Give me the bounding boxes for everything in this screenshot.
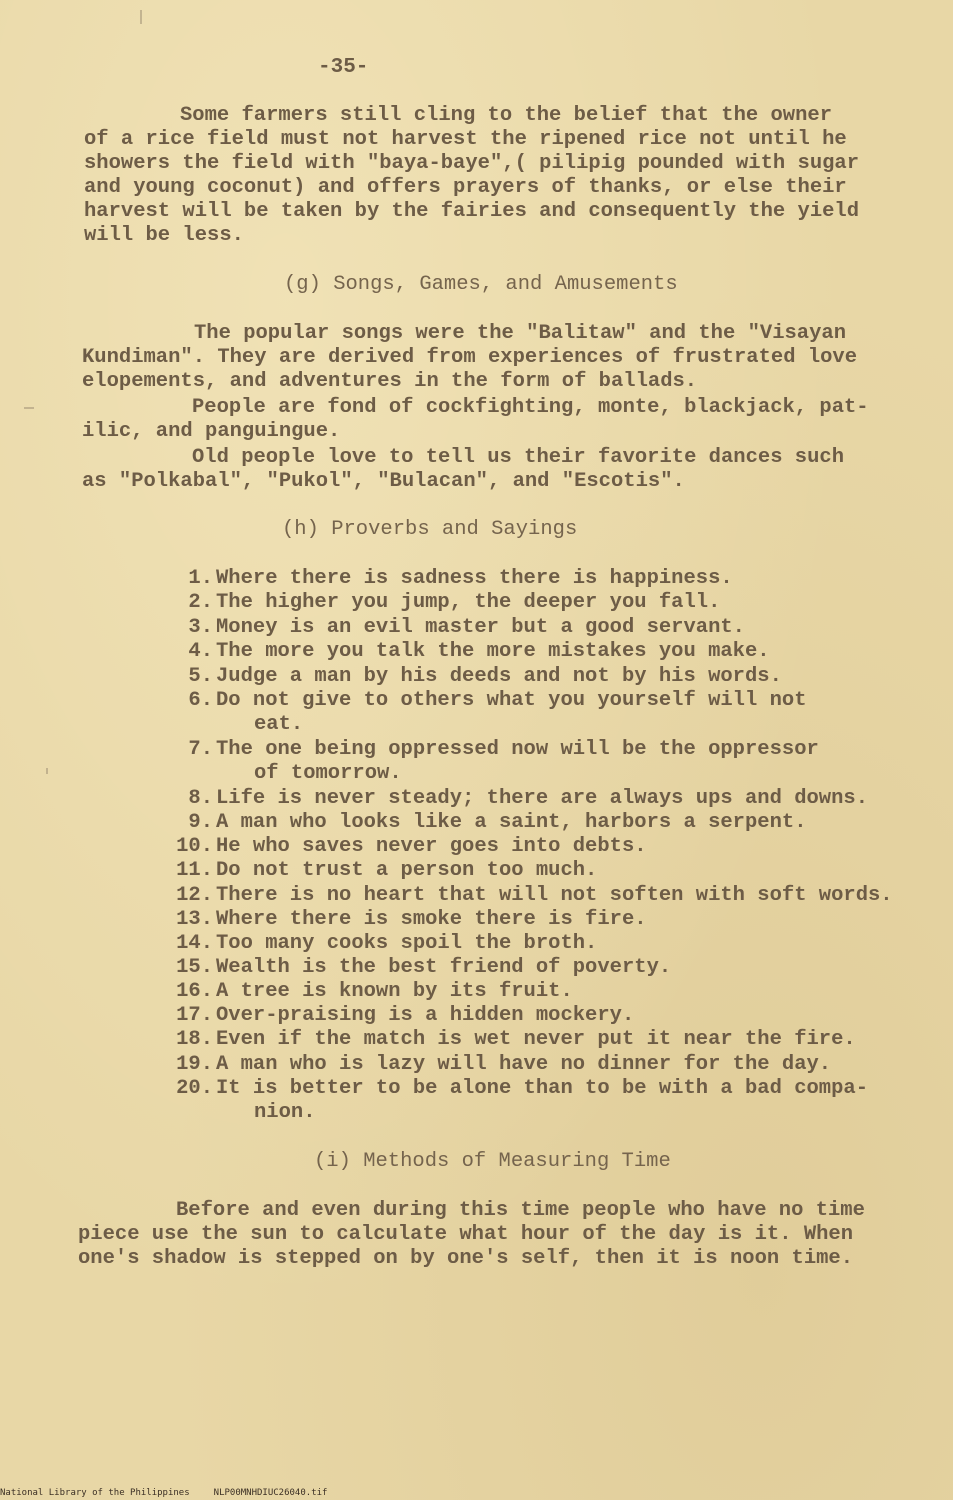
paragraph-line: Old people love to tell us their favorite dances such <box>192 446 845 469</box>
proverb-text: Over-praising is a hidden mockery. <box>216 1004 635 1027</box>
proverb-text: Wealth is the best friend of poverty. <box>216 956 672 979</box>
paragraph-line: of a rice field must not harvest the ripened rice not until he <box>84 128 847 151</box>
proverb-text: The one being oppressed now will be the oppressor <box>216 738 819 761</box>
proverb-number: 12. <box>176 884 213 907</box>
proverb-number: 4. <box>188 640 213 663</box>
proverb-number: 9. <box>188 811 213 834</box>
footer-file: NLP00MNHDIUC26040.tif <box>213 1488 328 1498</box>
proverb-number: 13. <box>176 908 213 931</box>
paragraph-line: harvest will be taken by the fairies and consequently the yield <box>84 200 860 223</box>
section-heading-measuring-time: (i) Methods of Measuring Time <box>314 1150 671 1173</box>
proverb-text: The more you talk the more mistakes you make. <box>216 640 770 663</box>
proverb-number: 3. <box>188 616 213 639</box>
proverb-number: 19. <box>176 1053 213 1076</box>
proverb-text: There is no heart that will not soften with soft words. <box>216 884 893 907</box>
proverb-continuation: nion. <box>254 1101 316 1124</box>
proverb-number: 5. <box>188 665 213 688</box>
paper-speck <box>140 10 142 24</box>
paragraph-line: elopements, and adventures in the form of ballads. <box>82 370 698 393</box>
proverb-number: 20. <box>176 1077 213 1100</box>
paragraph-line: The popular songs were the "Balitaw" and the "Visayan <box>194 322 847 345</box>
proverb-number: 16. <box>176 980 213 1003</box>
paragraph-line: People are fond of cockfighting, monte, blackjack, pat- <box>192 396 869 419</box>
proverb-text: Where there is smoke there is fire. <box>216 908 647 931</box>
proverb-text: Too many cooks spoil the broth. <box>216 932 598 955</box>
paragraph-line: piece use the sun to calculate what hour of the day is it. When <box>78 1223 854 1246</box>
proverb-text: A man who looks like a saint, harbors a serpent. <box>216 811 807 834</box>
paragraph-line: Some farmers still cling to the belief that the owner <box>180 104 833 127</box>
paragraph-line: one's shadow is stepped on by one's self, then it is noon time. <box>78 1247 854 1270</box>
proverb-continuation: of tomorrow. <box>254 762 402 785</box>
proverb-text: He who saves never goes into debts. <box>216 835 647 858</box>
proverb-number: 15. <box>176 956 213 979</box>
paper-speck <box>46 768 48 774</box>
paragraph-line: and young coconut) and offers prayers of thanks, or else their <box>84 176 847 199</box>
proverb-number: 6. <box>188 689 213 712</box>
paragraph-line: Kundiman". They are derived from experiences of frustrated love <box>82 346 858 369</box>
proverb-text: Where there is sadness there is happiness. <box>216 567 733 590</box>
section-heading-songs-games: (g) Songs, Games, and Amusements <box>284 273 678 296</box>
proverb-number: 18. <box>176 1028 213 1051</box>
proverb-number: 17. <box>176 1004 213 1027</box>
footer-library: National Library of the Philippines <box>0 1488 190 1498</box>
proverb-text: It is better to be alone than to be with a bad compa- <box>216 1077 869 1100</box>
paper-speck <box>24 407 34 409</box>
proverb-text: A man who is lazy will have no dinner for the day. <box>216 1053 832 1076</box>
proverb-number: 14. <box>176 932 213 955</box>
proverb-number: 10. <box>176 835 213 858</box>
proverb-text: Judge a man by his deeds and not by his words. <box>216 665 782 688</box>
proverb-number: 7. <box>188 738 213 761</box>
proverb-text: Money is an evil master but a good servant. <box>216 616 745 639</box>
paragraph-line: showers the field with "baya-baye",( pilipig pounded with sugar <box>84 152 860 175</box>
proverb-text: Even if the match is wet never put it near the fire. <box>216 1028 856 1051</box>
scan-footer <box>0 1488 351 1498</box>
proverb-text: Do not trust a person too much. <box>216 859 598 882</box>
paragraph-line: will be less. <box>84 224 244 247</box>
proverb-text: A tree is known by its fruit. <box>216 980 573 1003</box>
proverb-text: Life is never steady; there are always ups and downs. <box>216 787 869 810</box>
proverb-number: 8. <box>188 787 213 810</box>
proverb-number: 2. <box>188 591 213 614</box>
paragraph-line: as "Polkabal", "Pukol", "Bulacan", and "Escotis". <box>82 470 685 493</box>
section-heading-proverbs: (h) Proverbs and Sayings <box>282 518 578 541</box>
proverb-text: The higher you jump, the deeper you fall. <box>216 591 721 614</box>
proverb-text: Do not give to others what you yourself will not <box>216 689 807 712</box>
proverb-continuation: eat. <box>254 713 304 736</box>
proverb-number: 1. <box>188 567 213 590</box>
paragraph-line: Before and even during this time people who have no time <box>176 1199 865 1222</box>
proverb-number: 11. <box>176 859 213 882</box>
page-number: -35- <box>318 56 369 79</box>
paragraph-line: ilic, and panguingue. <box>82 420 341 443</box>
